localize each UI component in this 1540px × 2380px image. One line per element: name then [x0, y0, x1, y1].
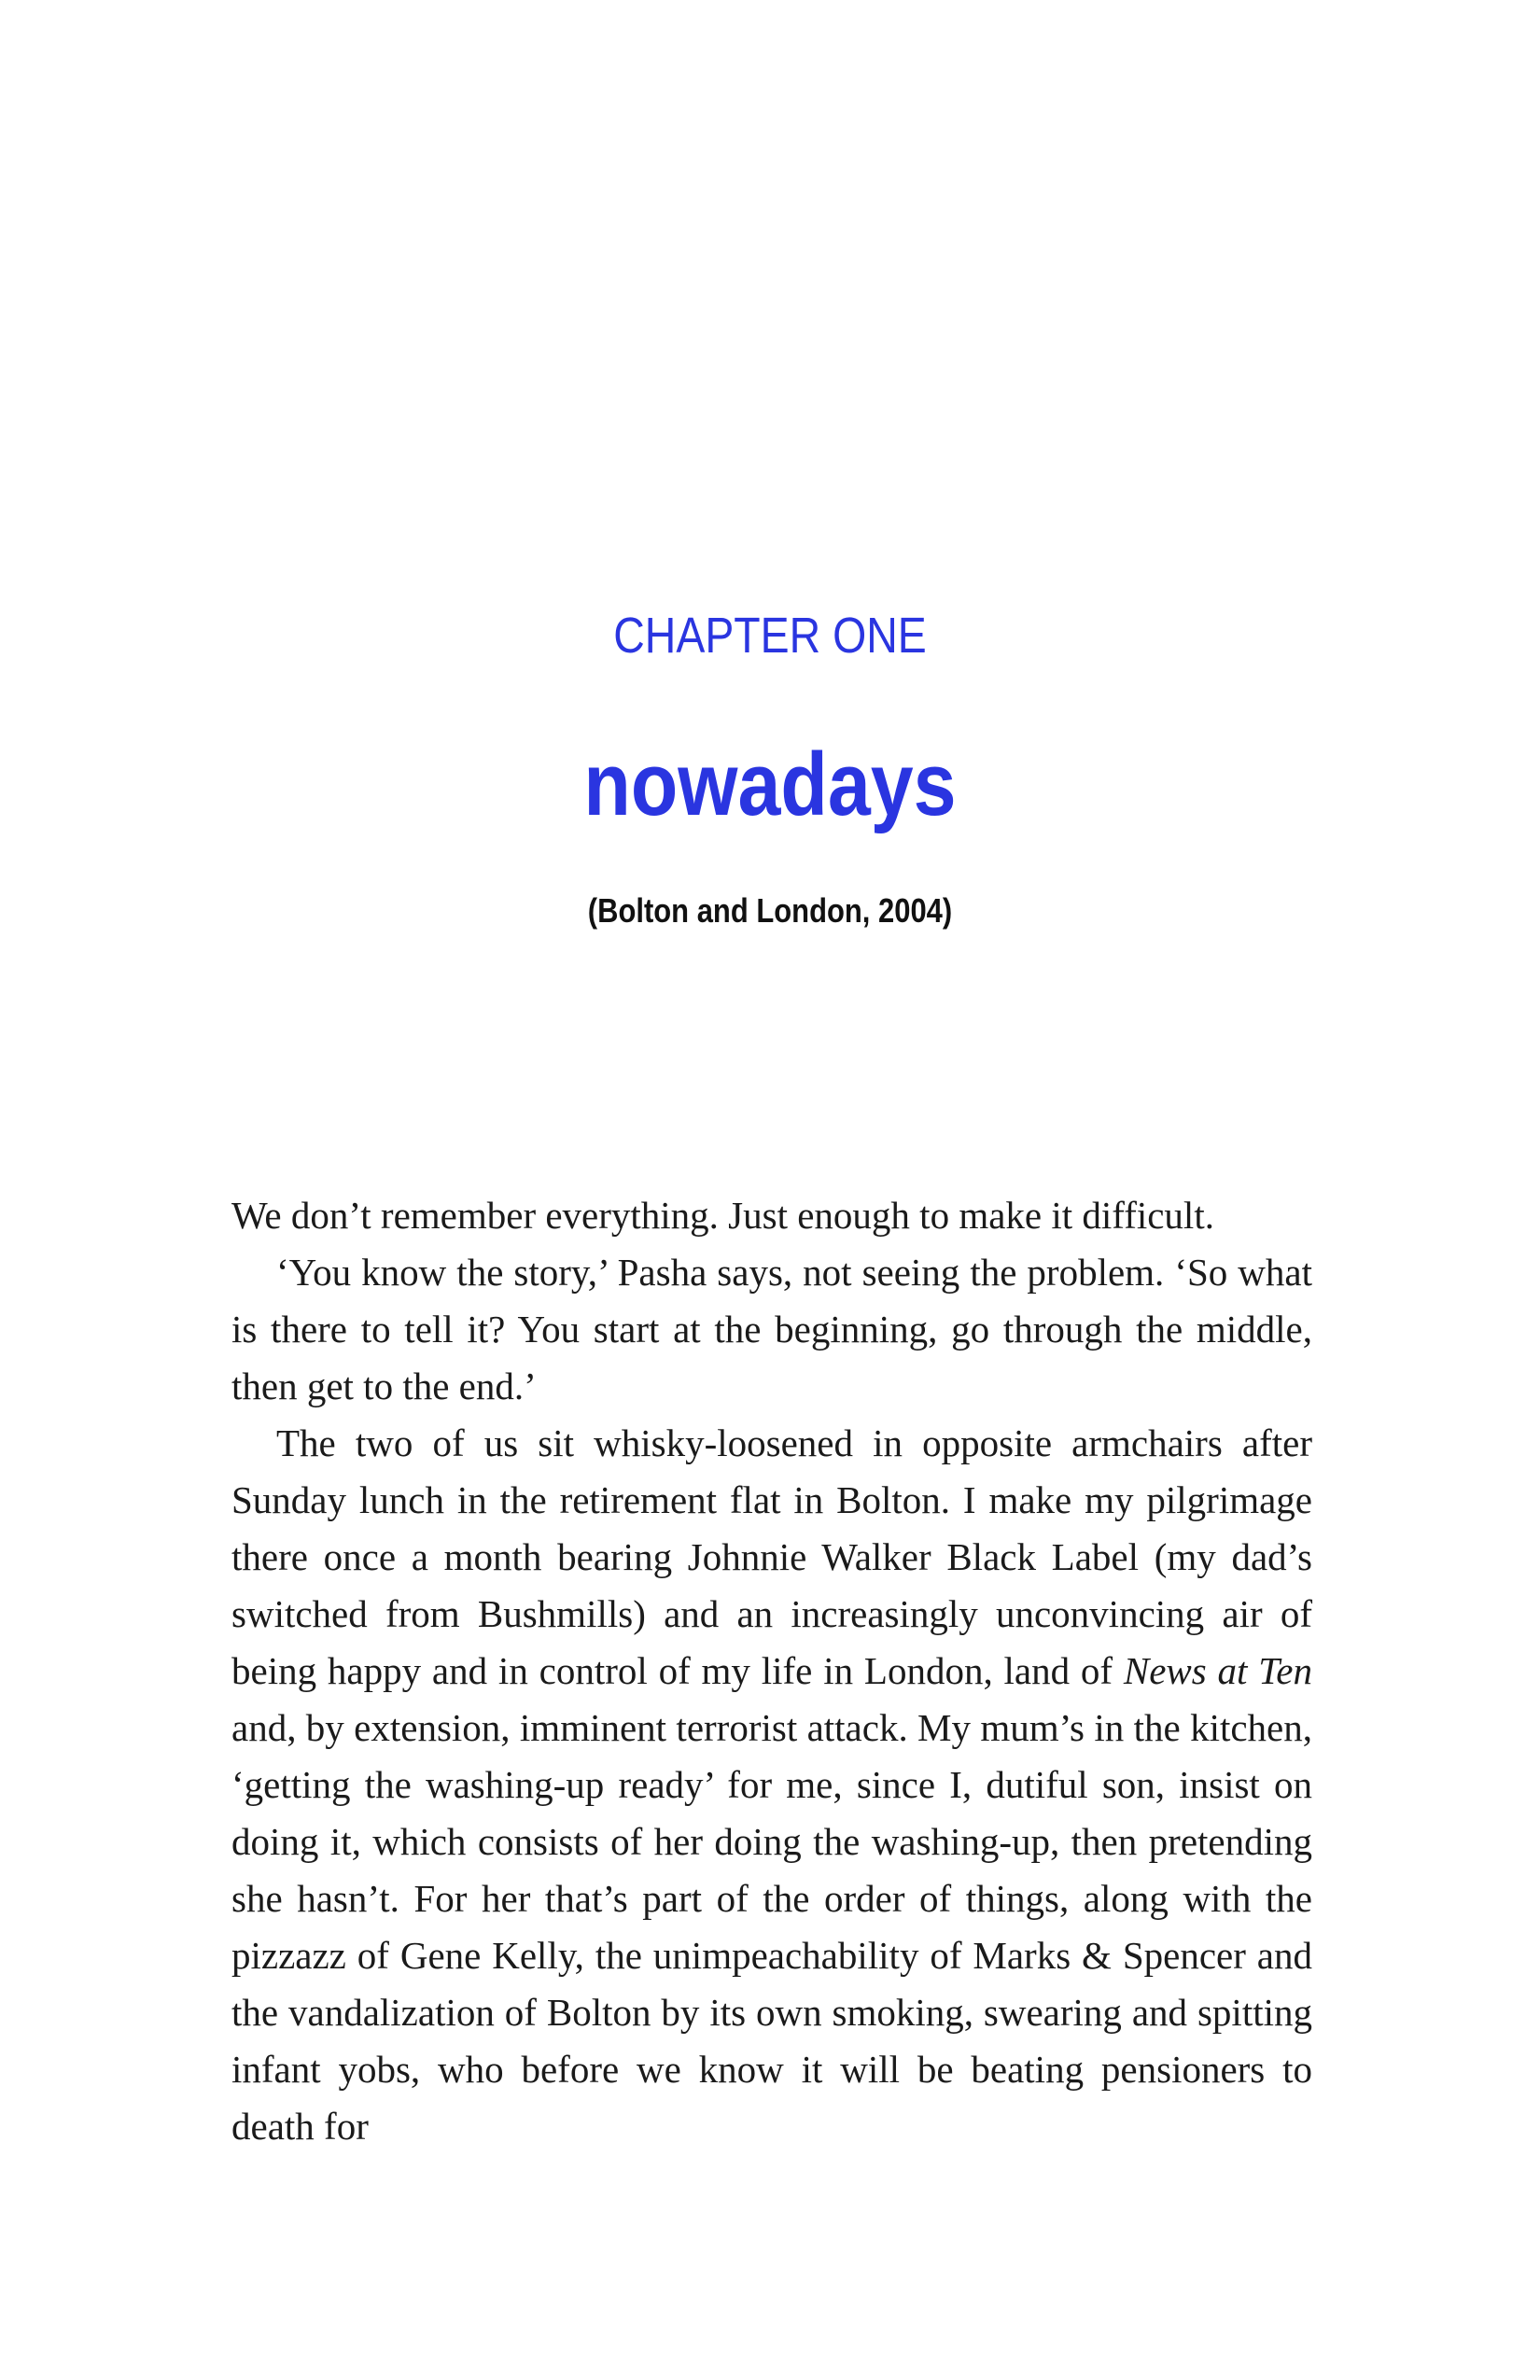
paragraph-3 [231, 1415, 1312, 2155]
chapter-subtitle: (Bolton and London, 2004) [587, 891, 953, 930]
paragraph-2: ‘You know the story,’ Pasha says, not seeing the problem. ‘So what is there to tell it? You start at the beginning, go through the middle, then get to the end.’ [231, 1251, 1312, 1407]
paragraph-3-part-1: The two of us sit whisky-loosened in opposite armchairs after Sunday lunch in the retirement flat in Bolton. I make my pilgrimage there once a month bearing Johnnie Walker Black Label (my dad’s switched from Bushmills) and an increasingly unconvincing air of being happy and in control of my life in London, land of [231, 1421, 1312, 1692]
chapter-title: nowadays [583, 735, 957, 834]
body-text [231, 1187, 1312, 2155]
paragraph-1: We don’t remember everything. Just enough to make it difficult. [231, 1194, 1214, 1237]
chapter-label: CHAPTER ONE [613, 608, 927, 664]
paragraph-3-part-2: and, by extension, imminent terrorist attack. My mum’s in the kitchen, ‘getting the washing-up ready’ for me, since I, dutiful son, insist on doing it, which consists of her doing the washing-up, then pretending she hasn’t. For her that’s part of the order of things, along with the pizzazz of Gene Kelly, the unimpeachability of Marks & Spencer and the vandalization of Bolton by its own smoking, swearing and spitting infant yobs, who before we know it will be beating pensioners to death for [231, 1706, 1312, 2148]
paragraph-3-italic-title: News at Ten [1123, 1649, 1312, 1692]
